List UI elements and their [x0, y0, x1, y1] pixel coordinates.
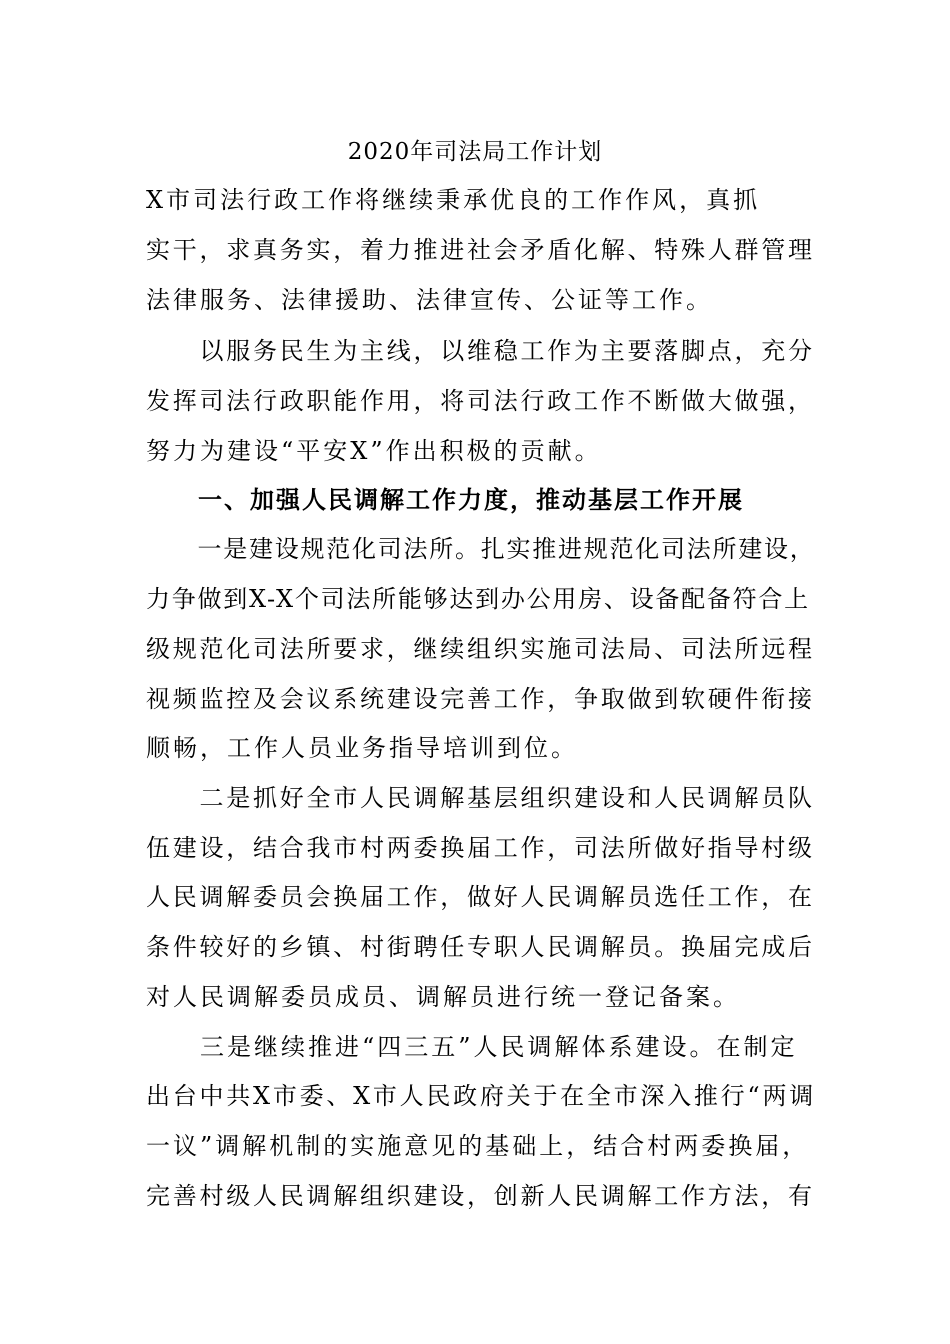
- paragraph-line: 力争做到X-X个司法所能够达到办公用房、设备配备符合上: [146, 585, 810, 613]
- paragraph-line: 条件较好的乡镇、村街聘任专职人民调解员。换届完成后: [146, 933, 815, 961]
- document-title: 2020年司法局工作计划: [347, 139, 603, 165]
- paragraph-line: 法律服务、法律援助、法律宣传、公证等工作。: [146, 286, 713, 314]
- paragraph-line: 顺畅，工作人员业务指导培训到位。: [146, 734, 578, 762]
- paragraph-line: 级规范化司法所要求，继续组织实施司法局、司法所远程: [146, 635, 815, 663]
- paragraph-line: 一是建设规范化司法所。扎实推进规范化司法所建设，: [146, 535, 816, 563]
- paragraph-line: 完善村级人民调解组织建设，创新人民调解工作方法，有: [146, 1182, 815, 1210]
- paragraph-line: 三是继续推进“四三五”人民调解体系建设。在制定: [146, 1033, 798, 1061]
- paragraph-line: 一议”调解机制的实施意见的基础上，结合村两委换届，: [146, 1132, 810, 1160]
- section-heading: 一、加强人民调解工作力度，推动基层工作开展: [146, 485, 744, 514]
- paragraph-line: 实干，求真务实，着力推进社会矛盾化解、特殊人群管理: [146, 236, 815, 264]
- paragraph-line: 努力为建设“平安X”作出积极的贡献。: [146, 437, 602, 465]
- paragraph-line: 二是抓好全市人民调解基层组织建设和人民调解员队: [146, 784, 815, 812]
- paragraph-line: 对人民调解委员成员、调解员进行统一登记备案。: [146, 983, 740, 1011]
- paragraph-line: 伍建设，结合我市村两委换届工作，司法所做好指导村级: [146, 834, 815, 862]
- paragraph-line: X市司法行政工作将继续秉承优良的工作作风，真抓: [146, 186, 761, 214]
- paragraph-line: 视频监控及会议系统建设完善工作，争取做到软硬件衔接: [146, 685, 815, 713]
- paragraph-line: 出台中共X市委、X市人民政府关于在全市深入推行“两调: [146, 1082, 816, 1110]
- paragraph-line: 以服务民生为主线，以维稳工作为主要落脚点，充分: [146, 337, 815, 365]
- paragraph-line: 发挥司法行政职能作用，将司法行政工作不断做大做强，: [146, 387, 815, 415]
- paragraph-line: 人民调解委员会换届工作，做好人民调解员选任工作，在: [146, 883, 815, 911]
